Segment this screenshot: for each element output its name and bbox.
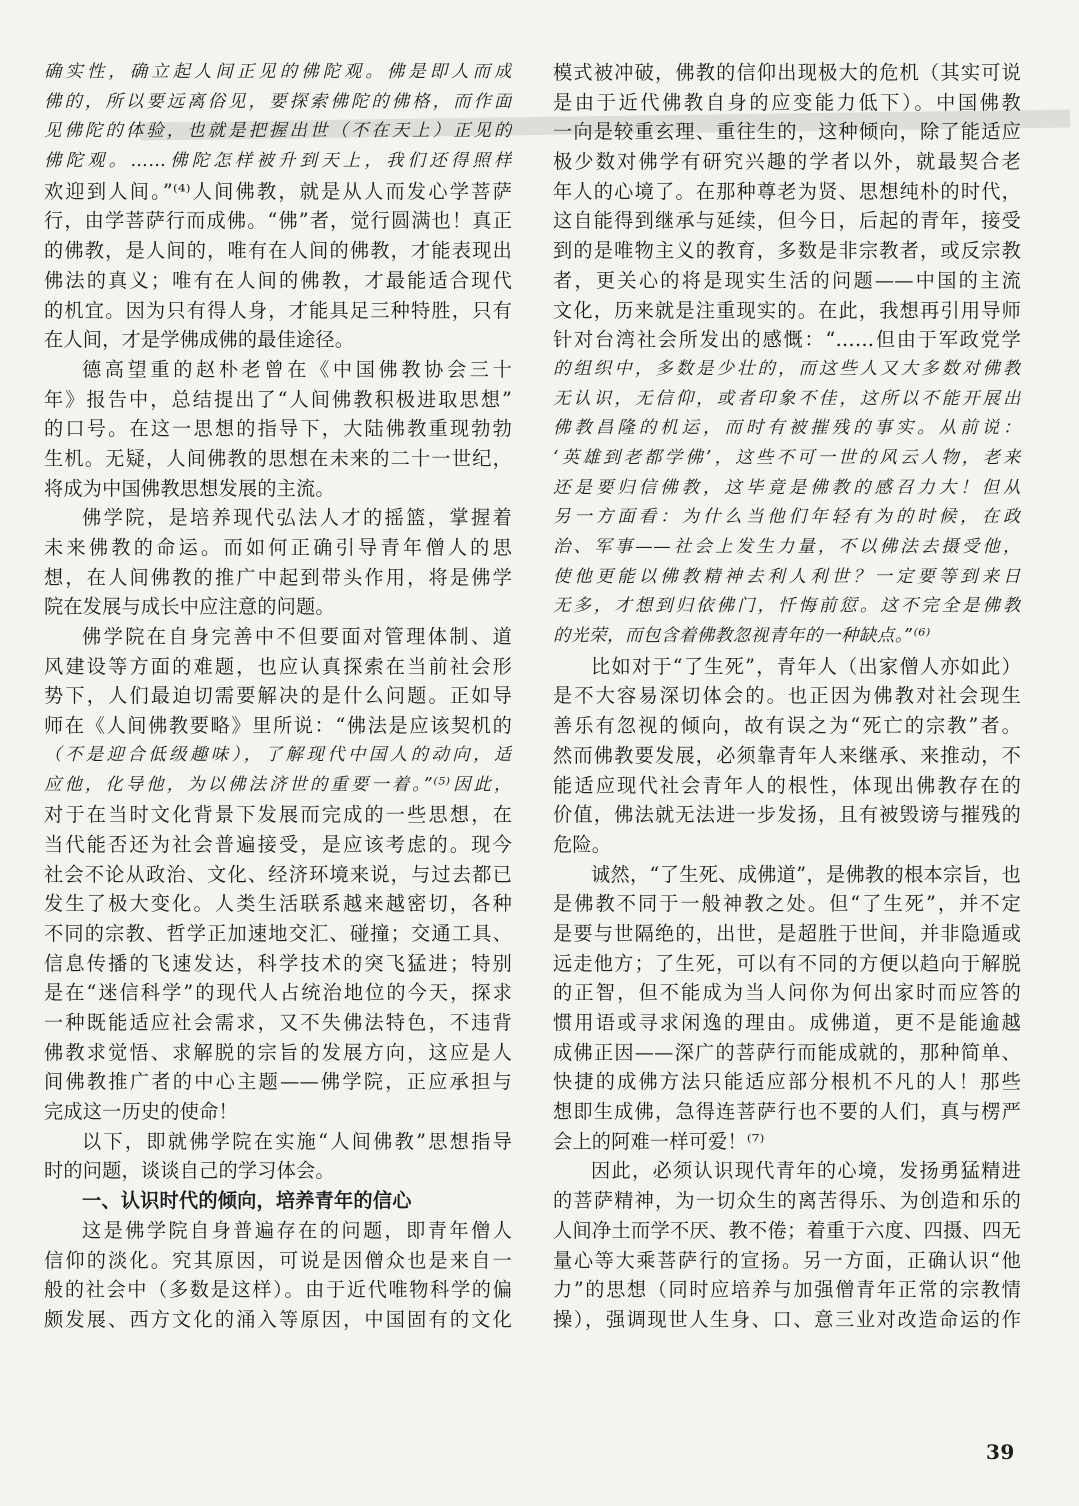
- text-line: 颇发展、西方文化的涌入等原因，中国固有的文化: [44, 1307, 512, 1331]
- text-line: 是要与世隔绝的，出世，是超胜于世间，并非隐遁或: [553, 921, 1021, 945]
- text-line: 想，在人间佛教的推广中起到带头作用，将是佛学: [44, 565, 512, 589]
- text-line: 危险。: [553, 832, 612, 856]
- text-line: 对于在当时文化背景下发展而完成的一些思想，在: [44, 803, 512, 827]
- text-line: 势下，人们最迫切需要解决的是什么问题。正如导: [44, 684, 512, 708]
- text-line: 因此，必须认识现代青年的心境，发扬勇猛精进: [591, 1159, 1021, 1183]
- text-line: 这自能得到继承与延续，但今日，后起的青年，接受: [553, 209, 1021, 233]
- text-line: 佛陀观。……佛陀怎样被升到天上，我们还得照样: [44, 151, 512, 172]
- text-line: 成佛正因——深广的菩萨行而能成就的，那种简单、: [553, 1040, 1021, 1064]
- text-line: 院在发展与成长中应注意的问题。: [44, 595, 335, 619]
- text-line: 发生了极大变化。人类生活联系越来越密切，各种: [44, 892, 512, 916]
- text-line: 的菩萨精神，为一切众生的离苦得乐、为创造和乐的: [553, 1189, 1021, 1213]
- text-line: 然而佛教要发展，必须靠青年人来继承、来推动，不: [553, 743, 1021, 767]
- text-line: 师在《人间佛教要略》里所说：“佛法是应该契机的: [44, 714, 512, 738]
- text-line: 模式被冲破，佛教的信仰出现极大的危机（其实可说: [553, 61, 1021, 84]
- text-line: 另一方面看：为什么当他们年轻有为的时候，在政: [553, 507, 1021, 528]
- text-line: 量心等大乘菩萨行的宣扬。另一方面，正确认识“他: [553, 1248, 1021, 1272]
- text-line: 的组织中，多数是少壮的，而这些人又大多数对佛教: [553, 358, 1021, 379]
- text-line: 当代能否还为社会普遍接受，是应该考虑的。现今: [44, 832, 512, 856]
- text-line: 是不大容易深切体会的。也正因为佛教对社会现生: [553, 684, 1021, 708]
- text-line: 年人的心境了。在那种尊老为贤、思想纯朴的时代，: [553, 179, 1021, 203]
- text-line: 的光荣，而包含着佛教忽视青年的一种缺点。”⁽⁶⁾: [553, 626, 931, 647]
- text-line: 佛法的真义；唯有在人间的佛教，才最能适合现代: [44, 268, 512, 292]
- text-line: 价值，佛法就无法进一步发扬，且有被毁谤与摧残的: [553, 803, 1021, 827]
- text-line: 到的是唯物主义的教育，多数是非宗教者，或反宗教: [553, 239, 1021, 263]
- text-line: 操），强调现世人生身、口、意三业对改造命运的作: [553, 1307, 1021, 1331]
- text-line: 社会不论从政治、文化、经济环境来说，与过去都已: [44, 862, 512, 886]
- text-line: 年》报告中，总结提出了“人间佛教积极进取思想”: [44, 387, 512, 411]
- text-line: 间佛教推广者的中心主题——佛学院，正应承担与: [44, 1070, 512, 1094]
- text-line: 的口号。在这一思想的指导下，大陆佛教重现勃勃: [44, 417, 512, 441]
- text-line: 信息传播的飞速发达，科学技术的突飞猛进；特别: [44, 951, 512, 975]
- text-line: 远走他方；了生死，可以有不同的方便以趋向于解脱: [553, 951, 1021, 975]
- text-line: 德高望重的赵朴老曾在《中国佛教协会三十: [82, 357, 512, 381]
- text-line: （不是迎合低级趣味），了解现代中国人的动向，适: [44, 744, 512, 765]
- left-text-column: [44, 58, 512, 1335]
- text-line: 诚然，“了生死、成佛道”，是佛教的根本宗旨，也: [591, 862, 1021, 886]
- text-line: 是佛教不同于一般神教之处。但“了生死”，并不定: [553, 892, 1021, 916]
- text-line: 人间净土而学不厌、教不倦；着重于六度、四摄、四无: [553, 1218, 1021, 1242]
- text-line: 文化，历来就是注重现实的。在此，我想再引用导师: [553, 298, 1021, 322]
- text-line: 快捷的成佛方法只能适应部分根机不凡的人！那些: [553, 1070, 1021, 1094]
- right-text-column: [553, 58, 1021, 1335]
- text-line: 生机。无疑，人间佛教的思想在未来的二十一世纪，: [44, 446, 512, 470]
- text-line: 的机宜。因为只有得人身，才能具足三种特胜，只有: [44, 298, 512, 322]
- text-line: 在人间，才是学佛成佛的最佳途径。: [44, 328, 355, 352]
- text-line: 针对台湾社会所发出的感慨：“……但由于军政党学: [553, 328, 1021, 352]
- page-number: 39: [986, 1440, 1015, 1464]
- text-line: 极少数对佛学有研究兴趣的学者以外，就最契合老: [553, 150, 1021, 174]
- text-line: 会上的阿难一样可爱！⁽⁷⁾: [553, 1129, 765, 1153]
- text-line: 的佛教，是人间的，唯有在人间的佛教，才能表现出: [44, 239, 512, 263]
- text-line: 的正智，但不能成为当人问你为何出家时而应答的: [553, 981, 1021, 1005]
- text-line: 一向是较重玄理、重往生的，这种倾向，除了能适应: [553, 120, 1021, 144]
- text-line: 佛教求觉悟、求解脱的宗旨的发展方向，这应是人: [44, 1040, 512, 1064]
- text-line: 惯用语或寻求闲逸的理由。成佛道，更不是能逾越: [553, 1011, 1021, 1034]
- text-line: 无多，才想到归依佛门，忏悔前愆。这不完全是佛教: [553, 596, 1021, 617]
- text-line: 欢迎到人间。”⁽⁴⁾人间佛教，就是从人而发心学菩萨: [44, 179, 512, 203]
- text-line: 以下，即就佛学院在实施“人间佛教”思想指导: [82, 1129, 512, 1153]
- text-line: 佛的，所以要远离俗见，要探索佛陀的佛格，而作面: [44, 91, 512, 112]
- text-line: 未来佛教的命运。而如何正确引导青年僧人的思: [44, 536, 512, 559]
- text-line: 佛学院，是培养现代弘法人才的摇篮，掌握着: [82, 506, 512, 530]
- text-line: 确实性，确立起人间正见的佛陀观。佛是即人而成: [44, 62, 512, 82]
- text-line: 佛教昌隆的机运，而时有被摧残的事实。从前说：: [553, 418, 1021, 439]
- text-line: 完成这一历史的使命！: [44, 1100, 238, 1124]
- text-line: 见佛陀的体验，也就是把握出世（不在天上）正见的: [44, 121, 512, 142]
- text-line: 使他更能以佛教精神去利人利世？一定要等到来日: [553, 566, 1021, 587]
- text-line: 般的社会中（多数是这样）。由于近代唯物科学的偏: [44, 1278, 512, 1302]
- text-line: 善乐有忽视的倾向，故有误之为“死亡的宗教”者。: [553, 714, 1021, 738]
- text-line: 信仰的淡化。究其原因，可说是因僧众也是来自一: [44, 1248, 512, 1272]
- text-line: 还是要归信佛教，这毕竟是佛教的感召力大！但从: [553, 477, 1021, 498]
- text-line: 一、认识时代的倾向，培养青年的信心: [82, 1189, 412, 1213]
- text-line: 力”的思想（同时应培养与加强僧青年正常的宗教情: [553, 1278, 1021, 1302]
- text-line: 不同的宗教、哲学正加速地交汇、碰撞；交通工具、: [44, 921, 512, 945]
- text-line: 是在“迷信科学”的现代人占统治地位的今天，探求: [44, 981, 512, 1005]
- text-line: 将成为中国佛教思想发展的主流。: [44, 476, 335, 500]
- text-line: 是由于近代佛教自身的应变能力低下）。中国佛教: [553, 90, 1021, 114]
- text-line: 一种既能适应社会需求，又不失佛法特色，不违背: [44, 1011, 512, 1034]
- text-line: 应他，化导他，为以佛法济世的重要一着。”⁽⁵⁾因此，: [44, 774, 512, 795]
- text-line: 能适应现代社会青年人的根性，体现出佛教存在的: [553, 773, 1021, 797]
- text-line: 佛学院在自身完善中不但要面对管理体制、道: [82, 625, 512, 649]
- text-line: 者，更关心的将是现实生活的问题——中国的主流: [553, 268, 1021, 292]
- text-line: ‘英雄到老都学佛’，这些不可一世的风云人物，老来: [553, 447, 1021, 468]
- text-line: 想即生成佛，急得连菩萨行也不要的人们，真与楞严: [553, 1100, 1021, 1124]
- text-line: 这是佛学院自身普遍存在的问题，即青年僧人: [82, 1218, 512, 1242]
- text-line: 治、军事——社会上发生力量，不以佛法去摄受他，: [553, 537, 1021, 557]
- text-line: 无认识，无信仰，或者印象不佳，这所以不能开展出: [553, 388, 1021, 409]
- text-line: 行，由学菩萨行而成佛。“佛”者，觉行圆满也！真正: [44, 209, 512, 233]
- text-line: 时的问题，谈谈自己的学习体会。: [44, 1159, 335, 1183]
- text-line: 比如对于“了生死”，青年人（出家僧人亦如此）: [591, 654, 1021, 678]
- text-line: 风建设等方面的难题，也应认真探索在当前社会形: [44, 654, 512, 678]
